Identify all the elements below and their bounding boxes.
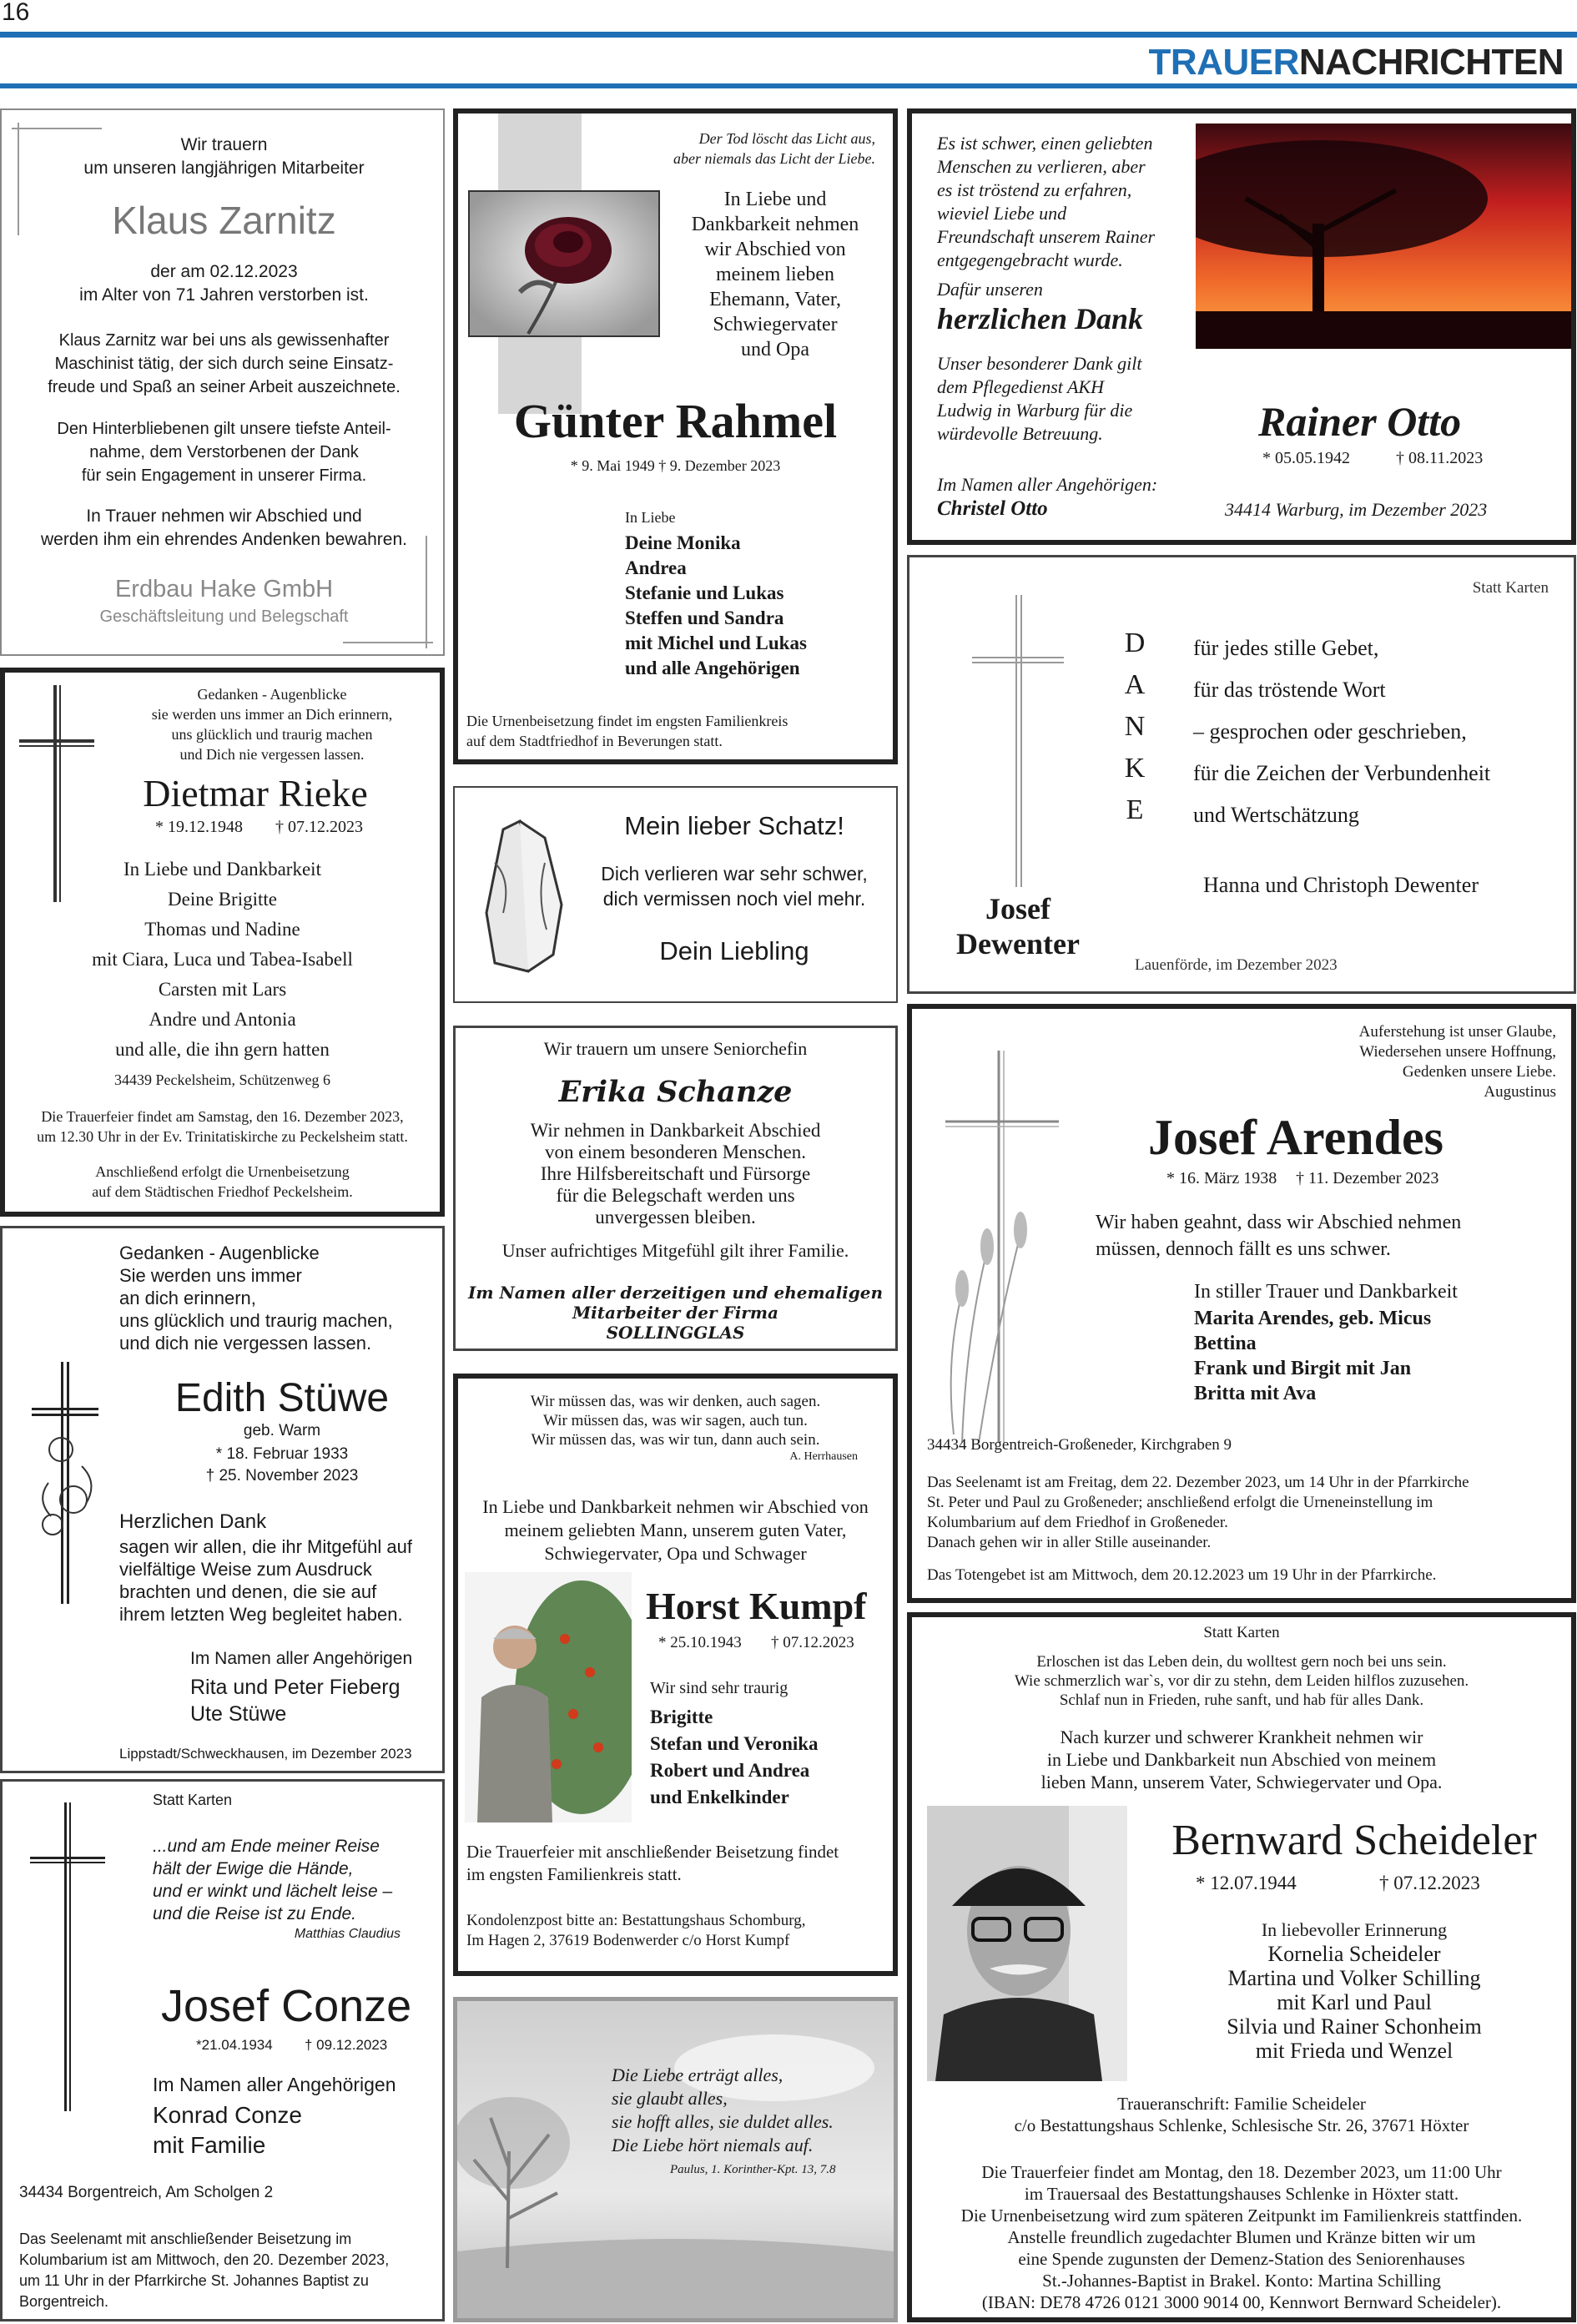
place-date: Lauenförde, im Dezember 2023 (1135, 956, 1338, 974)
service-line: Die Urnenbeisetzung wird zum späteren Zeitpunkt im Familienkreis stattfinden. (960, 2206, 1523, 2226)
thanks-line: für jedes stille Gebet, (1193, 636, 1379, 660)
signature: Dein Liebling (659, 936, 809, 965)
death-date: † 11. Dezember 2023 (1296, 1169, 1439, 1187)
service-line: Kolumbarium auf dem Friedhof in Großeneder. (927, 1514, 1228, 1531)
family-line: In Liebe und Dankbarkeit (123, 859, 321, 880)
thanks-line: für das tröstende Wort (1193, 678, 1386, 702)
signature: Rita und Peter Fieberg (190, 1676, 401, 1699)
quote-line: uns glücklich und traurig machen (171, 726, 373, 743)
birth-date: * 05.05.1942 (1262, 449, 1350, 467)
address: 34434 Borgentreich-Großeneder, Kirchgraben 9 (927, 1436, 1232, 1454)
sign-line: SOLLINGGLAS (606, 1323, 745, 1343)
quote-line: Die Liebe hört niemals auf. (612, 2135, 814, 2155)
text-line: Den Hinterbliebenen gilt unsere tiefste Anteil- (57, 420, 391, 438)
statt-karten: Statt Karten (1203, 1624, 1280, 1641)
birth-date: *21.04.1934 (196, 2037, 273, 2053)
page-number: 16 (2, 0, 30, 26)
sunset-tree-photo (1196, 124, 1571, 349)
intro-line: lieben Mann, unserem Vater, Schwiegervater und Opa. (1040, 1772, 1443, 1792)
death-line: im Alter von 71 Jahren verstorben ist. (79, 285, 369, 305)
in-liebe-label: In Liebe (625, 509, 676, 526)
quote-author: A. Herrhausen (789, 1450, 858, 1463)
sympathy: Unser aufrichtiges Mitgefühl gilt ihrer Familie. (501, 1240, 849, 1261)
family-member: mit Frieda und Wenzel (1255, 2039, 1454, 2063)
quote-line: Auferstehung ist unser Glaube, (1358, 1023, 1556, 1041)
urn-line: Anschließend erfolgt die Urnenbeisetzung (95, 1163, 350, 1180)
intro-line: Schwiegervater (713, 314, 838, 335)
quote-line: und er winkt und lächelt leise – (153, 1882, 393, 1901)
notice-zarnitz (0, 108, 445, 656)
service-line: Kolumbarium ist am Mittwoch, den 20. Dezember 2023, (19, 2251, 390, 2268)
intro-line: In Liebe und Dankbarkeit nehmen wir Abschied von (482, 1496, 869, 1517)
thanks-line: brachten und denen, die sie auf (119, 1581, 377, 1602)
quote-line: an dich erinnern, (119, 1288, 256, 1308)
deceased-name: Josef (985, 892, 1050, 925)
family-member: Stefan und Veronika (650, 1733, 819, 1754)
company-name: Erdbau Hake GmbH (114, 576, 334, 602)
thanks-line: Ludwig in Warburg für die (937, 400, 1133, 421)
signature: mit Familie (153, 2132, 266, 2158)
address: 34434 Borgentreich, Am Scholgen 2 (19, 2184, 274, 2201)
note-line: auf dem Stadtfriedhof in Beverungen statt. (466, 733, 723, 749)
poem-line: Erloschen ist das Leben dein, du wolltest gern noch bei uns sein. (1036, 1653, 1447, 1671)
praying-hands-icon (470, 813, 578, 980)
thanks-line: – gesprochen oder geschrieben, (1193, 719, 1467, 744)
service-line: eine Spende zugunsten der Demenz-Station des Seniorenhauses (1018, 2249, 1465, 2269)
service-line: St.-Johannes-Baptist in Brakel. Konto: Martina Schilling (1042, 2271, 1441, 2291)
intro-line: Dankbarkeit nehmen (691, 214, 859, 235)
family-member: Bettina (1194, 1333, 1257, 1354)
address-line: c/o Bestattungshaus Schlenke, Schlesische Str. 26, 37671 Höxter (1014, 2115, 1469, 2135)
family-member: mit Karl und Paul (1277, 1990, 1432, 2014)
quote-line: ...und am Ende meiner Reise (153, 1837, 380, 1856)
acrostic-letter: K (1124, 753, 1146, 784)
intro-line: um unseren langjährigen Mitarbeiter (83, 159, 365, 178)
notice-rahmel (453, 108, 898, 764)
quote-line: es ist tröstend zu erfahren, (937, 179, 1132, 200)
intro-line: In Liebe und (723, 189, 827, 210)
address-line: Traueranschrift: Familie Scheideler (1117, 2094, 1366, 2114)
death-date: † 25. November 2023 (205, 1467, 359, 1485)
text-line: von einem besonderen Menschen. (545, 1142, 806, 1162)
death-date: † 07.12.2023 (275, 818, 363, 836)
acrostic-letter: N (1124, 711, 1146, 742)
birth-date: * 18. Februar 1933 (215, 1445, 349, 1463)
family-member: Robert und Andrea (650, 1760, 810, 1781)
text-line: für sein Engagement in unserer Firma. (81, 466, 367, 485)
service-line: Das Seelenamt mit anschließender Beisetzung im (19, 2231, 352, 2247)
service-line: Die Trauerfeier findet am Samstag, den 16. Dezember 2023, (41, 1108, 404, 1125)
quote-line: hält der Ewige die Hände, (153, 1859, 354, 1878)
text-line: Wir nehmen in Dankbarkeit Abschied (530, 1120, 821, 1141)
sign-line: Im Namen aller derzeitigen und ehemaligen (467, 1283, 884, 1303)
service-line: im engsten Familienkreis statt. (466, 1864, 682, 1884)
family-member: Marita Arendes, geb. Micus (1194, 1308, 1432, 1329)
acrostic-letter: A (1124, 669, 1146, 700)
quote-line: Freundschaft unserem Rainer (937, 226, 1156, 247)
signature: Hanna und Christoph Dewenter (1203, 873, 1479, 897)
poem-line: Schlaf nun in Frieden, ruhe sanft, und hab für alles Dank. (1059, 1691, 1424, 1709)
service-line: Anstelle freundlich zugedachter Blumen und Kränze bitten wir um (1007, 2227, 1476, 2247)
quote-line: sie hofft alles, sie duldet alles. (612, 2111, 834, 2132)
quote-source: Paulus, 1. Korinther-Kpt. 13, 7.8 (670, 2163, 836, 2176)
thanks-line: Unser besonderer Dank gilt (937, 353, 1142, 374)
notice-schanze (453, 1026, 898, 1351)
text-line: für die Belegschaft werden uns (556, 1185, 795, 1206)
urn-line: auf dem Städtischen Friedhof Peckelsheim. (92, 1183, 353, 1200)
text-line: dich vermissen noch viel mehr. (602, 888, 866, 910)
quote-line: sie glaubt alles, (612, 2088, 728, 2109)
note-line: Die Urnenbeisetzung findet im engsten Familienkreis (466, 713, 788, 729)
thanks-intro: Dafür unseren (937, 279, 1043, 300)
service-line: (IBAN: DE78 4726 0121 3000 9014 00, Kennwort Bernward Scheideler). (981, 2292, 1502, 2312)
quote-line: Menschen zu verlieren, aber (937, 156, 1146, 177)
thanks-line: würdevolle Betreuung. (937, 423, 1103, 444)
thanks-line: für die Zeichen der Verbundenheit (1193, 761, 1491, 785)
family-member: Kornelia Scheideler (1267, 1942, 1441, 1966)
text-line: nahme, dem Verstorbenen der Dank (89, 443, 359, 461)
deceased-name: Günter Rahmel (513, 394, 838, 448)
family-member: und alle Angehörigen (625, 658, 800, 678)
family-line: Deine Brigitte (168, 889, 277, 910)
family-intro: In stiller Trauer und Dankbarkeit (1194, 1281, 1458, 1303)
company-subtitle: Geschäftsleitung und Belegschaft (99, 607, 349, 626)
cross-wheat-icon (929, 1042, 1062, 1459)
quote-line: Es ist schwer, einen geliebten (937, 133, 1153, 154)
quote-line: und Dich nie vergessen lassen. (179, 746, 365, 763)
text-line: Wir haben geahnt, dass wir Abschied nehmen (1096, 1212, 1462, 1233)
service-line: Das Seelenamt ist am Freitag, dem 22. Dezember 2023, um 14 Uhr in der Pfarrkirche (927, 1474, 1469, 1491)
quote-line: entgegengebracht wurde. (937, 250, 1123, 270)
family-member: Britta mit Ava (1194, 1383, 1317, 1404)
section-title: TRAUERNACHRICHTEN (1148, 42, 1564, 83)
family-member: Deine Monika (625, 532, 741, 553)
service-line: im Trauersaal des Bestattungshauses Schlenke in Höxter statt. (1024, 2184, 1459, 2204)
family-member: und Enkelkinder (650, 1787, 789, 1807)
address: 34439 Peckelsheim, Schützenweg 6 (114, 1071, 330, 1088)
notice-scheideler (907, 1612, 1576, 2322)
death-date: † 07.12.2023 (1379, 1873, 1480, 1893)
quote-author: Augustinus (1484, 1083, 1556, 1101)
text-line: Ihre Hilfsbereitschaft und Fürsorge (540, 1163, 811, 1184)
family-line: und alle, die ihn gern hatten (115, 1039, 330, 1060)
place-date: 34414 Warburg, im Dezember 2023 (1225, 499, 1488, 520)
deceased-name: Klaus Zarnitz (112, 199, 336, 242)
deceased-name: Erika Schanze (558, 1075, 793, 1109)
deceased-name: Rainer Otto (1258, 398, 1462, 445)
prayer-line: Das Totengebet ist am Mittwoch, dem 20.12.2023 um 19 Uhr in der Pfarrkirche. (927, 1566, 1437, 1584)
post-line: Im Hagen 2, 37619 Bodenwerder c/o Horst Kumpf (466, 1932, 790, 1949)
notice-liebe (453, 1997, 898, 2322)
thanks-line: ihrem letzten Weg begleitet haben. (119, 1604, 403, 1625)
thanks-title: Herzlichen Dank (119, 1510, 267, 1533)
notice-otto (907, 108, 1576, 545)
family-line: mit Ciara, Luca und Tabea-Isabell (92, 949, 353, 970)
family-line: Andre und Antonia (149, 1009, 296, 1030)
family-member: Silvia und Rainer Schonheim (1227, 2014, 1482, 2039)
quote-line: Die Liebe erträgt alles, (612, 2064, 783, 2085)
family-member: Steffen und Sandra (625, 607, 784, 628)
acrostic-letter: E (1126, 794, 1144, 825)
text-line: unvergessen bleiben. (595, 1207, 756, 1228)
family-line: In liebevoller Erinnerung (1261, 1919, 1448, 1940)
notice-rieke (0, 668, 445, 1217)
landscape-tree-image (457, 2001, 894, 2318)
death-line: der am 02.12.2023 (150, 262, 298, 281)
quote-line: Gedanken - Augenblicke (197, 686, 347, 703)
intro-line: in Liebe und Dankbarkeit nun Abschied von meinem (1046, 1749, 1437, 1770)
service-line: Danach gehen wir in aller Stille auseinander. (927, 1534, 1212, 1551)
poem-line: Wie schmerzlich war`s, vor dir zu stehn, dem Leiden hilflos zuzusehen. (1014, 1672, 1469, 1690)
cross-roses-icon (28, 1358, 111, 1608)
deceased-name: Horst Kumpf (646, 1585, 867, 1627)
statt-karten: Statt Karten (1472, 579, 1549, 597)
thanks-title: herzlichen Dank (937, 302, 1144, 335)
text-line: Maschinist tätig, der sich durch seine Einsatz- (54, 355, 394, 373)
intro-line: Wir trauern (180, 135, 268, 154)
maiden-name: geb. Warm (243, 1422, 321, 1439)
quote-line: Gedenken unsere Liebe. (1402, 1063, 1556, 1081)
thanks-line: dem Pflegedienst AKH (937, 376, 1104, 397)
family-member: Martina und Volker Schilling (1227, 1966, 1481, 1990)
deceased-name: Josef Conze (161, 1981, 412, 2031)
acrostic-letter: D (1124, 628, 1146, 658)
birth-date: * 19.12.1948 (155, 818, 243, 836)
birth-date: * 25.10.1943 (658, 1634, 742, 1651)
text-line: freude und Spaß an seiner Arbeit auszeichnete. (48, 378, 401, 396)
family-member: Andrea (625, 557, 687, 578)
portrait-photo (465, 1572, 632, 1822)
birth-date: * 16. März 1938 (1166, 1169, 1277, 1187)
notice-schatz (453, 786, 898, 1003)
quote-line: Wir müssen das, was wir sagen, auch tun. (543, 1412, 808, 1429)
quote-line: wieviel Liebe und (937, 203, 1067, 224)
family-member: mit Michel und Lukas (625, 633, 807, 653)
service-line: Die Trauerfeier mit anschließender Beisetzung findet (466, 1842, 839, 1862)
notice-stuewe (0, 1226, 445, 1773)
intro-line: Nach kurzer und schwerer Krankheit nehmen wir (1060, 1727, 1423, 1747)
deceased-name: Dewenter (956, 927, 1080, 960)
family-member: Frank und Birgit mit Jan (1194, 1358, 1412, 1379)
intro-line: Schwiegervater, Opa und Schwager (544, 1543, 807, 1564)
service-line: St. Peter und Paul zu Großeneder; anschließend erfolgt die Urneneinstellung im (927, 1494, 1433, 1511)
quote-line: Wiedersehen unsere Hoffnung, (1359, 1043, 1556, 1061)
text-line: Dich verlieren war sehr schwer, (601, 863, 868, 885)
sign-line: Mitarbeiter der Firma (572, 1303, 778, 1323)
sign-intro: Im Namen aller Angehörigen (153, 2074, 396, 2095)
quote-line: und die Reise ist zu Ende. (153, 1904, 356, 1923)
sign-intro: Im Namen aller Angehörigen (190, 1649, 413, 1668)
intro-line: meinem lieben (716, 264, 834, 285)
sign-intro: Im Namen aller Angehörigen: (937, 474, 1158, 495)
family-line: Carsten mit Lars (158, 979, 287, 1000)
family-member: Brigitte (650, 1706, 713, 1727)
quote-line: Der Tod löscht das Licht aus, (698, 130, 875, 147)
quote-author: Matthias Claudius (294, 1927, 401, 1941)
intro-line: und Opa (741, 339, 809, 360)
text-line: In Trauer nehmen wir Abschied und (86, 507, 362, 526)
notice-arendes (907, 1004, 1576, 1603)
family-line: Thomas und Nadine (144, 919, 300, 940)
service-line: Borgentreich. (19, 2293, 109, 2310)
quote-line: Wir müssen das, was wir denken, auch sagen. (530, 1393, 821, 1410)
intro-line: Ehemann, Vater, (709, 289, 841, 310)
intro-line: meinem geliebten Mann, unserem guten Vater, (504, 1520, 847, 1540)
signature: Ute Stüwe (190, 1702, 287, 1726)
quote-line: und dich nie vergessen lassen. (119, 1333, 372, 1354)
rose-photo (468, 190, 660, 337)
post-line: Kondolenzpost bitte an: Bestattungshaus Schomburg, (466, 1912, 806, 1929)
place-date: Lippstadt/Schweckhausen, im Dezember 2023 (119, 1746, 412, 1762)
death-date: † 07.12.2023 (771, 1634, 854, 1651)
deceased-name: Dietmar Rieke (143, 772, 368, 814)
thanks-line: sagen wir allen, die ihr Mitgefühl auf (119, 1536, 412, 1557)
statt-karten: Statt Karten (153, 1792, 233, 1808)
service-line: um 12.30 Uhr in der Ev. Trinitatiskirche zu Peckelsheim statt. (37, 1128, 408, 1145)
life-dates: * 9. Mai 1949 † 9. Dezember 2023 (570, 457, 781, 474)
header-rule-bottom (0, 83, 1577, 88)
quote-line: aber niemals das Licht der Liebe. (673, 150, 875, 167)
quote-line: sie werden uns immer an Dich erinnern, (151, 706, 393, 723)
signature: Konrad Conze (153, 2102, 303, 2128)
notice-kumpf (453, 1374, 898, 1976)
quote-line: Wir müssen das, was wir tun, dann auch sein. (531, 1431, 820, 1449)
cross-icon (968, 591, 1068, 891)
header-rule-top (0, 32, 1577, 38)
intro-line: wir Abschied von (704, 239, 846, 260)
deceased-name: Josef Arendes (1148, 1110, 1443, 1165)
deceased-name: Bernward Scheideler (1171, 1817, 1537, 1864)
cross-icon (26, 1798, 109, 2115)
text-line: werden ihm ein ehrendes Andenken bewahren. (41, 530, 407, 549)
thanks-line: und Wertschätzung (1193, 803, 1359, 827)
signature: Christel Otto (937, 497, 1048, 520)
portrait-photo (927, 1806, 1127, 2081)
text-line: Klaus Zarnitz war bei uns als gewissenhafter (58, 331, 390, 350)
family-member: Stefanie und Lukas (625, 582, 784, 603)
schatz-title: Mein lieber Schatz! (624, 811, 844, 840)
service-line: um 11 Uhr in der Pfarrkirche St. Johannes Baptist zu (19, 2272, 369, 2289)
quote-line: Sie werden uns immer (119, 1265, 302, 1286)
service-line: Die Trauerfeier findet am Montag, den 18. Dezember 2023, um 11:00 Uhr (981, 2162, 1502, 2182)
text-line: müssen, dennoch fällt es uns schwer. (1096, 1238, 1391, 1260)
deceased-name: Edith Stüwe (174, 1376, 390, 1420)
notice-dewenter (907, 555, 1576, 994)
notice-conze (0, 1779, 445, 2321)
thanks-line: vielfältige Weise zum Ausdruck (119, 1559, 372, 1580)
intro: Wir trauern um unsere Seniorchefin (543, 1038, 808, 1059)
quote-line: uns glücklich und traurig machen, (119, 1310, 393, 1331)
birth-date: * 12.07.1944 (1196, 1873, 1297, 1893)
family-intro: Wir sind sehr traurig (650, 1679, 788, 1697)
death-date: † 09.12.2023 (305, 2037, 388, 2053)
death-date: † 08.11.2023 (1396, 449, 1484, 467)
quote-line: Gedanken - Augenblicke (119, 1243, 320, 1263)
